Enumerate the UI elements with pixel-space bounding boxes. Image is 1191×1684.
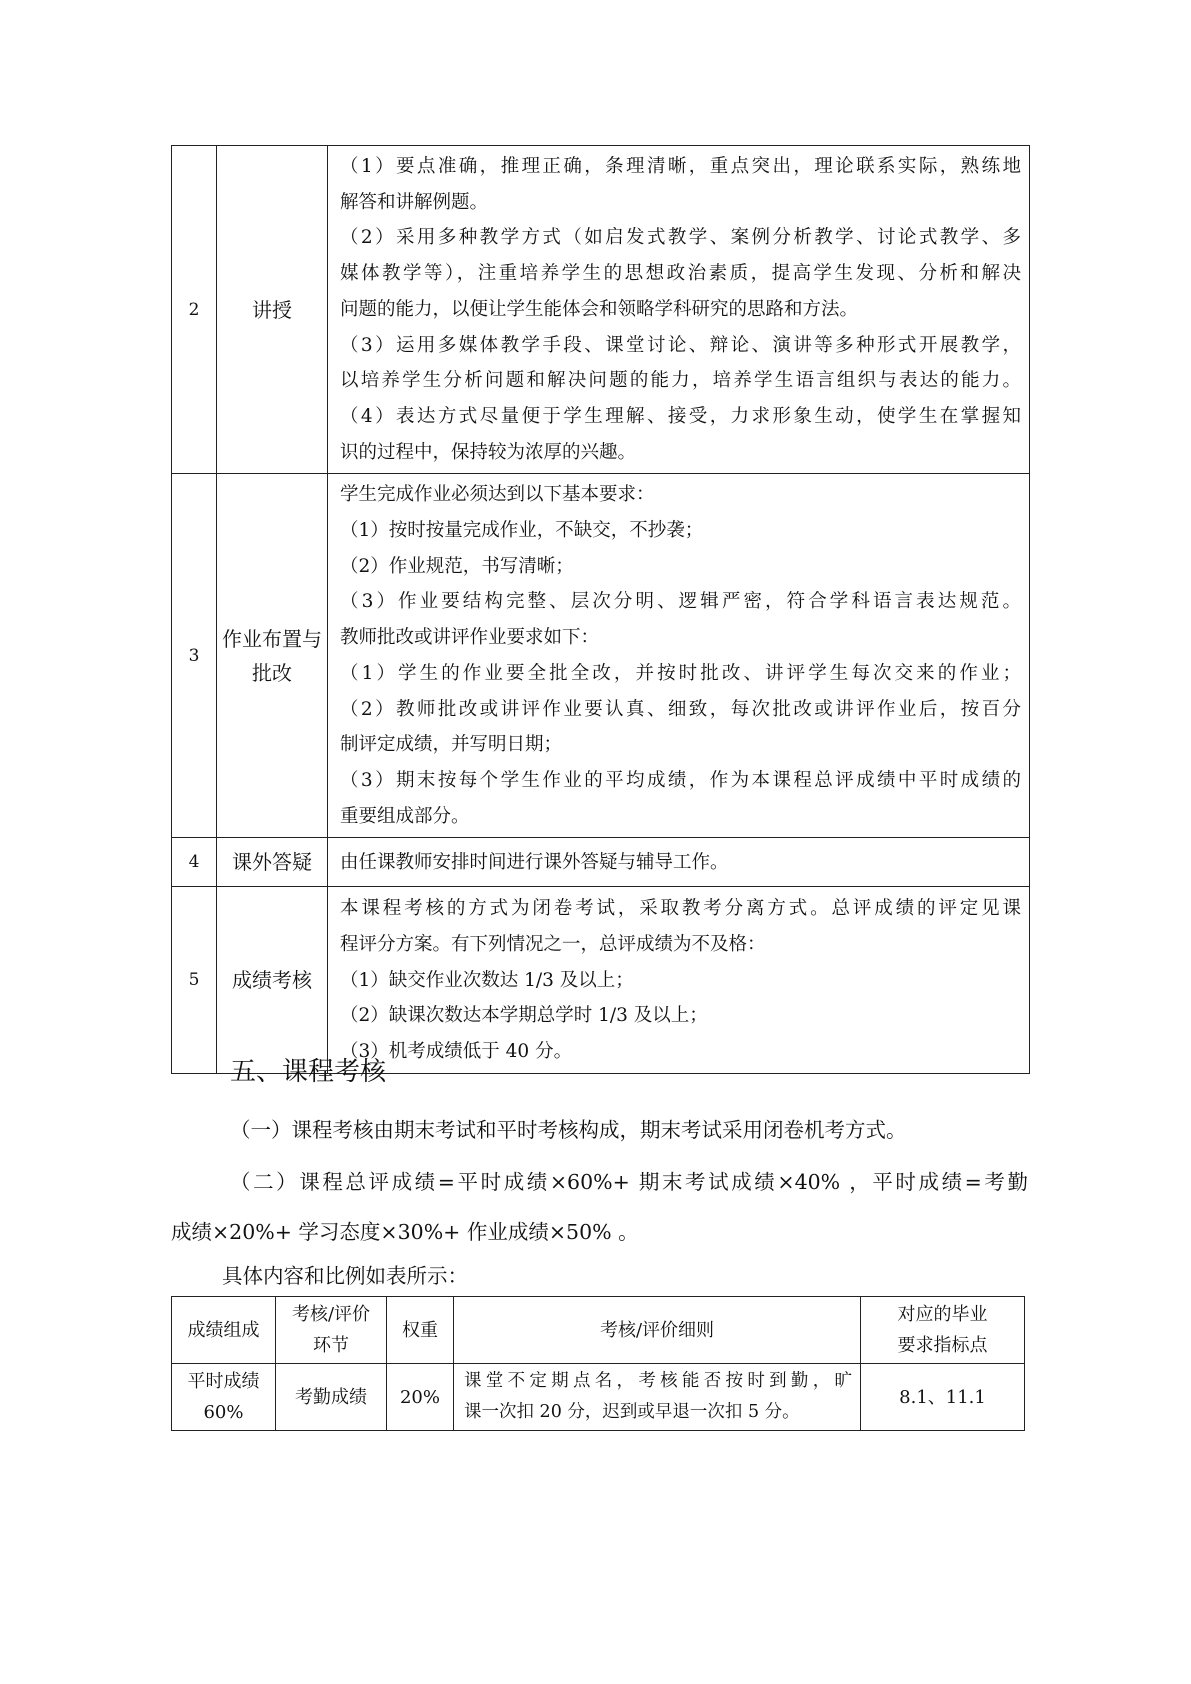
text-line: （3）运用多媒体教学手段、课堂讨论、辩论、演讲等多种形式开展教学， [340,334,1021,356]
row-number: 2 [172,146,217,474]
link-name [217,474,328,838]
table-row [172,838,1030,887]
section-heading: 五、课程考核 [230,1057,387,1087]
table-header-row [172,1297,1025,1364]
row-number: 4 [172,838,217,887]
weight-cell: 20% [387,1364,454,1431]
header-line: 要求指标点 [897,1335,988,1356]
link-name: 成绩考核 [217,887,328,1074]
text-line: （2）作业规范，书写清晰； [340,555,574,577]
text-line: 解答和讲解例题。 [340,191,489,213]
text-line: 学生完成作业必须达到以下基本要求： [340,484,655,506]
text-line: （2）缺课次数达本学期总学时 1/3 及以上； [340,1005,708,1027]
cell-line: 课一次扣 20 分，迟到或早退一次扣 5 分。 [464,1402,800,1422]
table-row [172,1364,1025,1431]
text-line: （2）教师批改或讲评作业要认真、细致，每次批改或讲评作业后，按百分 [340,698,1021,720]
text-line: 教师批改或讲评作业要求如下： [340,627,600,649]
table-row [172,474,1030,838]
link-name: 讲授 [217,146,328,474]
requirements-cell [328,838,1030,887]
requirements-cell [328,887,1030,1074]
text-line: （3）机考成绩低于 40 分。 [340,1040,573,1062]
indicator-cell: 8.1、11.1 [861,1364,1025,1431]
text-line: 由任课教师安排时间进行课外答疑与辅导工作。 [340,851,729,873]
link-name-line: 作业布置与 [222,626,322,651]
composition-cell [172,1364,276,1431]
text-line: （3）作业要结构完整、层次分明、逻辑严密，符合学科语言表达规范。 [340,591,1021,613]
text-line: 识的过程中，保持较为浓厚的兴趣。 [340,441,637,463]
header-rules: 考核/评价细则 [454,1297,861,1364]
text-line: （4）表达方式尽量便于学生理解、接受，力求形象生动，使学生在掌握知 [340,405,1021,427]
paragraph-line: （二）课程总评成绩=平时成绩×60%+ 期末考试成绩×40% ，平时成绩=考勤 [230,1170,1028,1194]
text-line: 媒体教学等），注重培养学生的思想政治素质，提高学生发现、分析和解决 [340,263,1021,285]
text-line: 问题的能力，以便让学生能体会和领略学科研究的思路和方法。 [340,298,859,320]
text-line: 本课程考核的方式为闭卷考试，采取教考分离方式。总评成绩的评定见课 [340,898,1021,920]
text-line: （3）期末按每个学生作业的平均成绩，作为本课程总评成绩中平时成绩的 [340,769,1021,791]
header-weight: 权重 [387,1297,454,1364]
link-name-line: 批改 [252,660,292,685]
requirements-cell [328,474,1030,838]
header-composition: 成绩组成 [172,1297,276,1364]
header-indicator [861,1297,1025,1364]
paragraph: （一）课程考核由期末考试和平时考核构成，期末考试采用闭卷机考方式。 [230,1118,907,1142]
header-line: 环节 [313,1335,349,1356]
score-composition-table [171,1296,1025,1431]
text-line: （1）学生的作业要全批全改，并按时批改、讲评学生每次交来的作业； [340,662,1021,684]
text-line: 程评分方案。有下列情况之一，总评成绩为不及格： [340,933,766,955]
row-number: 5 [172,887,217,1074]
teaching-requirements-table [171,145,1030,1074]
link-name: 课外答疑 [217,838,328,887]
text-line: 以培养学生分析问题和解决问题的能力，培养学生语言组织与表达的能力。 [340,370,1021,392]
paragraph-line: 成绩×20%+ 学习态度×30%+ 作业成绩×50% 。 [171,1220,639,1244]
header-link [276,1297,387,1364]
row-number: 3 [172,474,217,838]
header-line: 对应的毕业 [897,1304,988,1325]
text-line: （2）采用多种教学方式（如启发式教学、案例分析教学、讨论式教学、多 [340,227,1021,249]
rules-cell [454,1364,861,1431]
text-line: 重要组成部分。 [340,805,470,827]
table-row [172,887,1030,1074]
table-row [172,146,1030,474]
text-line: （1）按时按量完成作业，不缺交，不抄袭； [340,520,704,542]
text-line: （1）要点准确，推理正确，条理清晰，重点突出，理论联系实际，熟练地 [340,156,1021,177]
link-cell: 考勤成绩 [276,1364,387,1431]
cell-line: 平时成绩 [187,1371,260,1392]
cell-line: 课堂不定期点名，考核能否按时到勤，旷 [464,1371,852,1391]
paragraph: 具体内容和比例如表所示： [222,1264,468,1288]
requirements-cell [328,146,1030,474]
text-line: （1）缺交作业次数达 1/3 及以上； [340,969,634,991]
cell-line: 60% [203,1402,244,1423]
header-line: 考核/评价 [291,1304,371,1325]
text-line: 制评定成绩，并写明日期； [340,734,563,756]
